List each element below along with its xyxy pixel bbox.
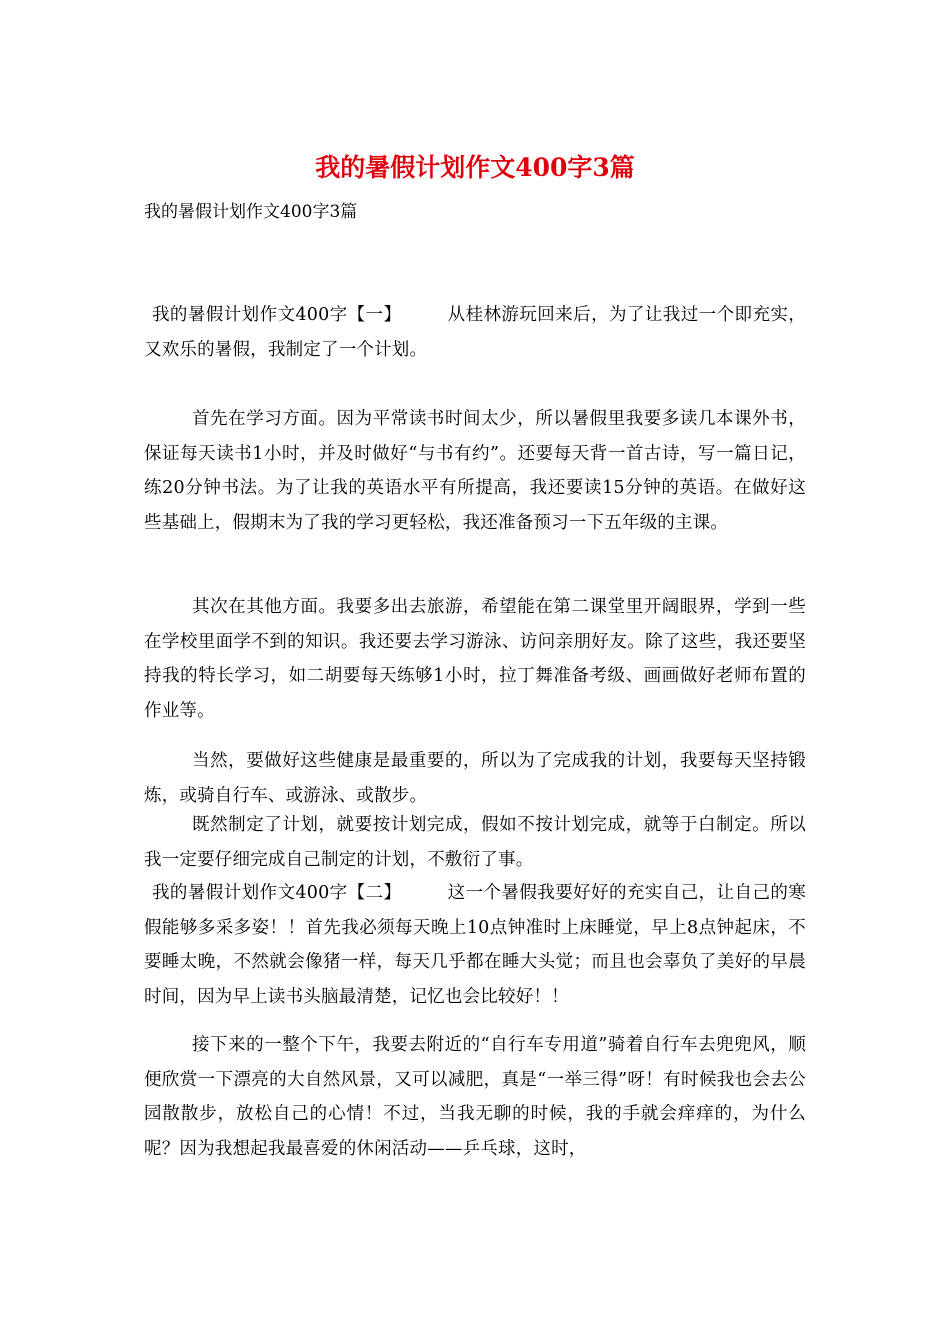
document-title: 我的暑假计划作文400字3篇 xyxy=(315,153,635,182)
section-two-intro-paragraph xyxy=(144,876,806,1014)
section-two-intro: 这一个暑假我要好好的充实自己，让自己的寒假能够多采多姿！！首先我必须每天晚上10点钟准时上床睡觉，早上8点钟起床，不要睡太晚，不然就会像猪一样，每天几乎都在睡大头觉；而且也会辜负了美好的早晨时间，因为早上读书头脑最清楚，记忆也会比较好！！ xyxy=(144,883,807,1007)
section-one-paragraph: 当然，要做好这些健康是最重要的，所以为了完成我的计划，我要每天坚持锻炼，或骑自行车、或游泳、或散步。 xyxy=(144,751,806,806)
section-one-intro-paragraph xyxy=(144,298,806,367)
section-one-paragraph: 其次在其他方面。我要多出去旅游，希望能在第二课堂里开阔眼界，学到一些在学校里面学不到的知识。我还要去学习游泳、访问亲朋好友。除了这些，我还要坚持我的特长学习，如二胡要每天练够1小时，拉丁舞准备考级、画画做好老师布置的作业等。 xyxy=(144,597,806,721)
section-one-heading: 我的暑假计划作文400字【一】 xyxy=(152,305,402,325)
section-one-paragraph: 首先在学习方面。因为平常读书时间太少，所以暑假里我要多读几本课外书，保证每天读书1小时，并及时做好“与书有约”。还要每天背一首古诗，写一篇日记，练20分钟书法。为了让我的英语水平有所提高，我还要读15分钟的英语。在做好这些基础上，假期末为了我的学习更轻松，我还准备预习一下五年级的主课。 xyxy=(144,409,806,533)
section-one-intro: 从桂林游玩回来后，为了让我过一个即充实，又欢乐的暑假，我制定了一个计划。 xyxy=(144,305,807,360)
section-two-paragraph: 接下来的一整个下午，我要去附近的“自行车专用道”骑着自行车去兜兜风，顺便欣赏一下漂亮的大自然风景，又可以减肥，真是“一举三得”呀！有时候我也会去公园散散步，放松自己的心情！不过，当我无聊的时候，我的手就会痒痒的，为什么呢？因为我想起我最喜爱的休闲活动——乒乓球，这时， xyxy=(144,1035,806,1159)
document-subtitle: 我的暑假计划作文400字3篇 xyxy=(144,202,358,222)
section-two-heading: 我的暑假计划作文400字【二】 xyxy=(152,883,402,903)
section-one-paragraph: 既然制定了计划，就要按计划完成，假如不按计划完成，就等于白制定。所以我一定要仔细完成自己制定的计划，不敷衍了事。 xyxy=(144,815,806,870)
